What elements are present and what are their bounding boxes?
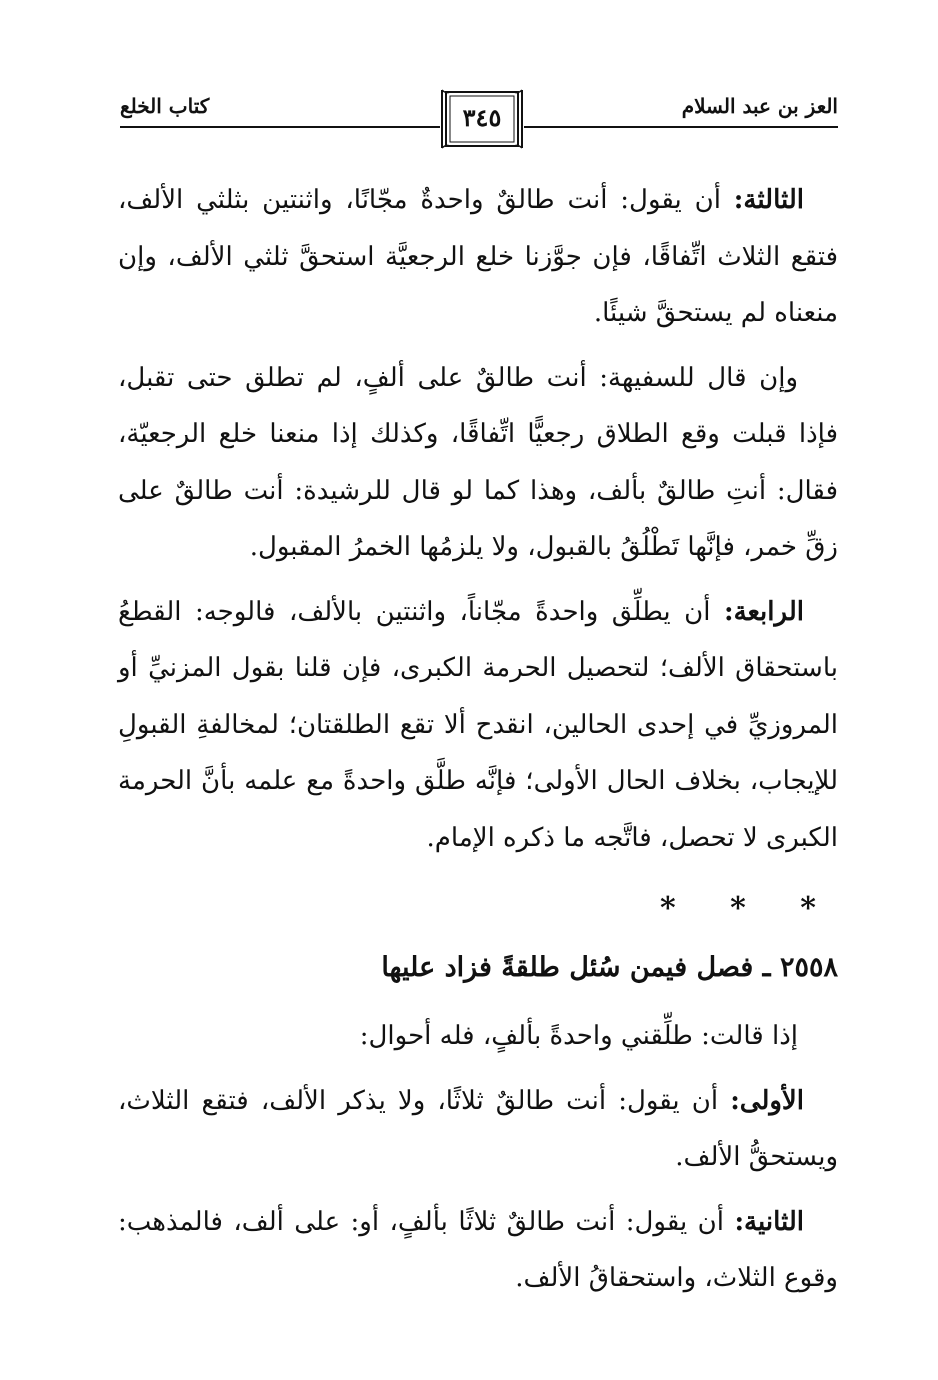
paragraph-lead: الثالثة: (733, 185, 804, 215)
header-book-section: كتاب الخلع (120, 94, 210, 118)
running-header (120, 88, 838, 160)
paragraph-text: أن يقول: أنت طالقٌ واحدةٌ مجّانًا، واثنتين بثلثي الألف، فتقع الثلاث اتِّفاقًا، فإن جوَّزنا خلع الرجعيَّة استحقَّ ثلثي الألف، وإن منعناه لم يستحقَّ شيئًا. (118, 185, 838, 328)
paragraph-text: أن يقول: أنت طالقٌ ثلاثًا بألفٍ، أو: على ألف، فالمذهب: وقوع الثلاث، واستحقاقُ الألف. (118, 1206, 838, 1293)
body-text (118, 172, 838, 1315)
paragraph-lead: الأولى: (730, 1085, 804, 1116)
paragraph-lead: الثانية: (734, 1206, 804, 1237)
section-heading: ٢٥٥٨ ـ فصل فيمن سُئل طلقةً فزاد عليها (381, 952, 838, 983)
paragraph-second-case (118, 1194, 838, 1307)
paragraph-text: وإن قال للسفيهة: أنت طالقٌ على ألفٍ، لم تطلق حتى تقبل، فإذا قبلت وقع الطلاق رجعيًّا اتِّفاقًا، وكذلك إذا منعنا خلع الرجعيّة، فقال: أنتِ طالقٌ بألف، وهذا كما لو قال للرشيدة: أنت طالقٌ على زقِّ خمر، فإنَّها تَطْلُقُ بالقبول، ولا يلزمُها الخمرُ المقبول. (118, 362, 838, 562)
section-separator-stars: * * * (660, 891, 838, 926)
paragraph-text: أن يطلِّق واحدةً مجّاناً، واثنتين بالألف، فالوجه: القطعُ باستحقاق الألف؛ لتحصيل الحرمة الكبرى، فإن قلنا بقول المزنيِّ أو المروزيِّ في إحدى الحالين، انقدح ألا تقع الطلقتان؛ لمخالفةِ القبولِ للإيجاب، بخلاف الحال الأولى؛ فإنَّه طلَّق واحدةً مع علمه بأنَّ الحرمة الكبرى لا تحصل، فاتَّجه ما ذكره الإمام. (118, 596, 838, 853)
paragraph-first-case (118, 1073, 838, 1186)
page-number: ٣٤٥ (462, 103, 502, 132)
page-number-frame (440, 88, 524, 150)
paragraph-lead: الرابعة: (723, 596, 804, 627)
paragraph-fourth-case (118, 584, 838, 867)
paragraph-text: أن يقول: أنت طالقٌ ثلاثًا، ولا يذكر الألف، فتقع الثلاث، ويستحقُّ الألف. (118, 1085, 838, 1172)
paragraph-text: إذا قالت: طلِّقني واحدةً بألفٍ، فله أحوال: (359, 1021, 798, 1051)
paragraph-third-case (118, 172, 838, 342)
paragraph-foolish-wife (118, 350, 838, 576)
paragraph-intro (118, 1008, 838, 1065)
header-author: العز بن عبد السلام (681, 94, 838, 118)
